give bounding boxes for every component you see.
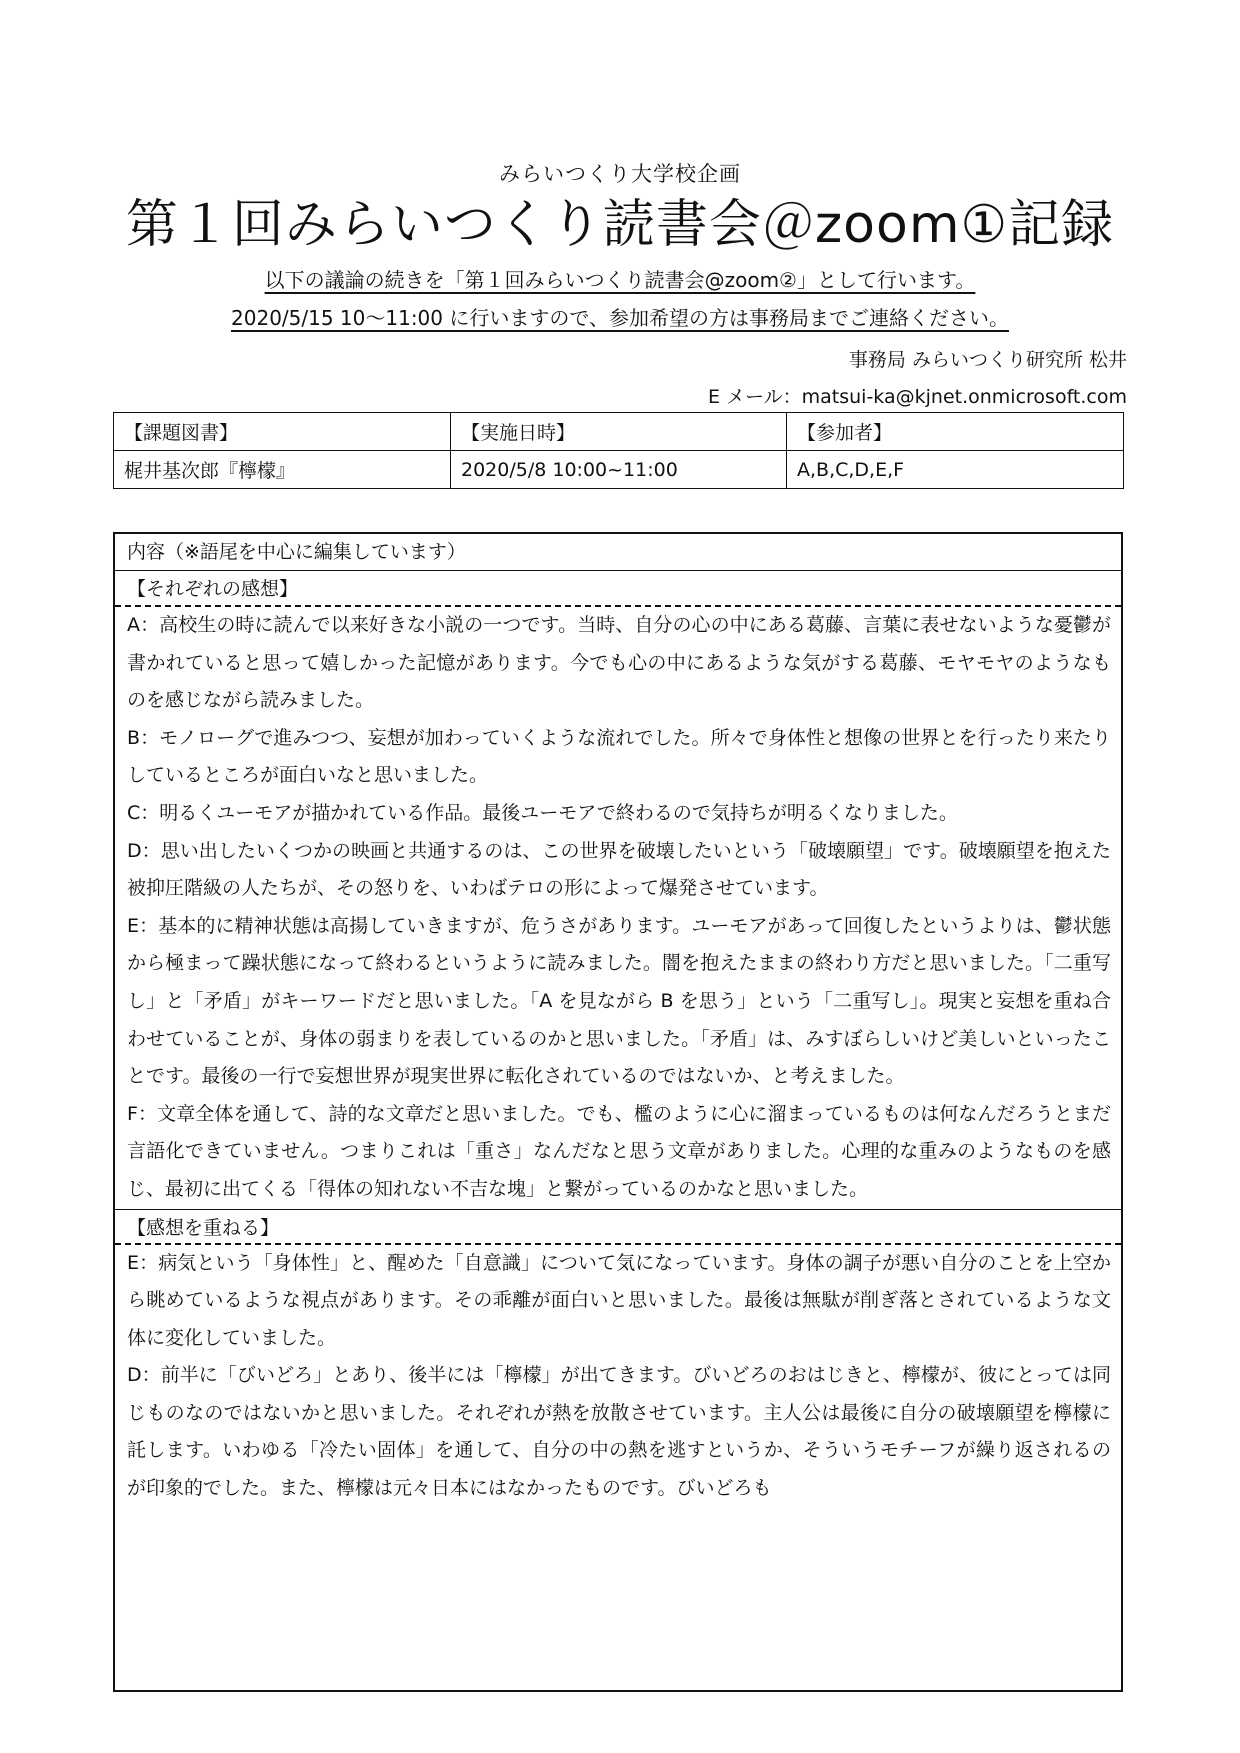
document-title: 第１回みらいつくり読書会＠zoom①記録 <box>125 195 1115 255</box>
content-header: 内容（※語尾を中心に編集しています） <box>115 534 1121 571</box>
notice-line-2: 2020/5/15 10～11:00 に行いますので、参加希望の方は事務局までご連絡ください。 <box>231 306 1009 330</box>
info-table-value-row <box>114 451 1124 489</box>
participants-header: 【参加者】 <box>787 413 1124 451</box>
book-header: 【課題図書】 <box>114 413 451 451</box>
discussion-d: D：前半に「びいどろ」とあり、後半には「檸檬」が出てきます。びいどろのおはじきと、檸檬が、彼にとっては同じものなのではないかと思いました。それぞれが熱を放散させています。主人公は最後に自分の破壊願望を檸檬に託します。いわゆる「冷たい固体」を通して、自分の中の熱を逃すというか、そういうモチーフが繰り返されるのが印象的でした。また、檸檬は元々日本にはなかったものです。びいどろも <box>127 1364 1111 1500</box>
info-table-header-row <box>114 413 1124 451</box>
info-table <box>113 412 1124 489</box>
email-contact: E メール：matsui-ka@kjnet.onmicrosoft.com <box>707 386 1127 408</box>
date-header: 【実施日時】 <box>451 413 787 451</box>
impression-a: A：高校生の時に読んで以来好きな小説の一つです。当時、自分の心の中にある葛藤、言葉に表せないような憂鬱が書かれていると思って嬉しかった記憶があります。今でも心の中にあるような気がする葛藤、モヤモヤのようなものを感じながら読みました。 <box>127 614 1111 712</box>
discussion-e: E：病気という「身体性」と、醒めた「自意識」について気になっています。身体の調子が悪い自分のことを上空から眺めているような視点があります。その乖離が面白いと思いました。最後は無駄が削ぎ落とされているような文体に変化していました。 <box>127 1251 1111 1349</box>
event-subtitle: みらいつくり大学校企画 <box>499 162 741 186</box>
book-value: 梶井基次郎『檸檬』 <box>114 451 451 489</box>
participants-value: A,B,C,D,E,F <box>787 451 1124 489</box>
office-contact: 事務局 みらいつくり研究所 松井 <box>848 349 1127 371</box>
notice-line-1: 以下の議論の続きを「第１回みらいつくり読書会@zoom②」として行います。 <box>264 268 976 292</box>
impression-c: C：明るくユーモアが描かれている作品。最後ユーモアで終わるので気持ちが明るくなりました。 <box>127 801 958 824</box>
section-impressions <box>115 607 1121 1209</box>
impression-e: E：基本的に精神状態は高揚していきますが、危うさがあります。ユーモアがあって回復したというよりは、鬱状態から極まって躁状態になって終わるというように読みました。闇を抱えたままの終わり方だと思いました。「二重写し」と「矛盾」がキーワードだと思いました。「A を見ながら B を思う」という「二重写し」。現実と妄想を重ね合わせていることが、身体の弱まりを表しているのかと思いました。「矛盾」は、みすぼらしいけど美しいといったことです。最後の一行で妄想世界が現実世界に転化されているのではないか、と考えました。 <box>127 914 1111 1088</box>
section-discussion <box>115 1245 1121 1508</box>
content-box <box>113 532 1123 1692</box>
date-value: 2020/5/8 10:00~11:00 <box>451 451 787 489</box>
impression-d: D：思い出したいくつかの映画と共通するのは、この世界を破壊したいという「破壊願望」です。破壊願望を抱えた被抑圧階級の人たちが、その怒りを、いわばテロの形によって爆発させています。 <box>127 839 1111 900</box>
impression-b: B：モノローグで進みつつ、妄想が加わっていくような流れでした。所々で身体性と想像の世界とを行ったり来たりしているところが面白いなと思いました。 <box>127 726 1111 787</box>
impression-f: F：文章全体を通して、詩的な文章だと思いました。でも、檻のように心に溜まっているものは何なんだろうとまだ言語化できていません。つまりこれは「重さ」なんだなと思う文章がありました。心理的な重みのようなものを感じ、最初に出てくる「得体の知れない不吉な塊」と繋がっているのかなと思いました。 <box>127 1102 1111 1200</box>
section-impressions-title: 【それぞれの感想】 <box>115 571 1121 607</box>
section-discussion-title: 【感想を重ねる】 <box>115 1209 1121 1245</box>
